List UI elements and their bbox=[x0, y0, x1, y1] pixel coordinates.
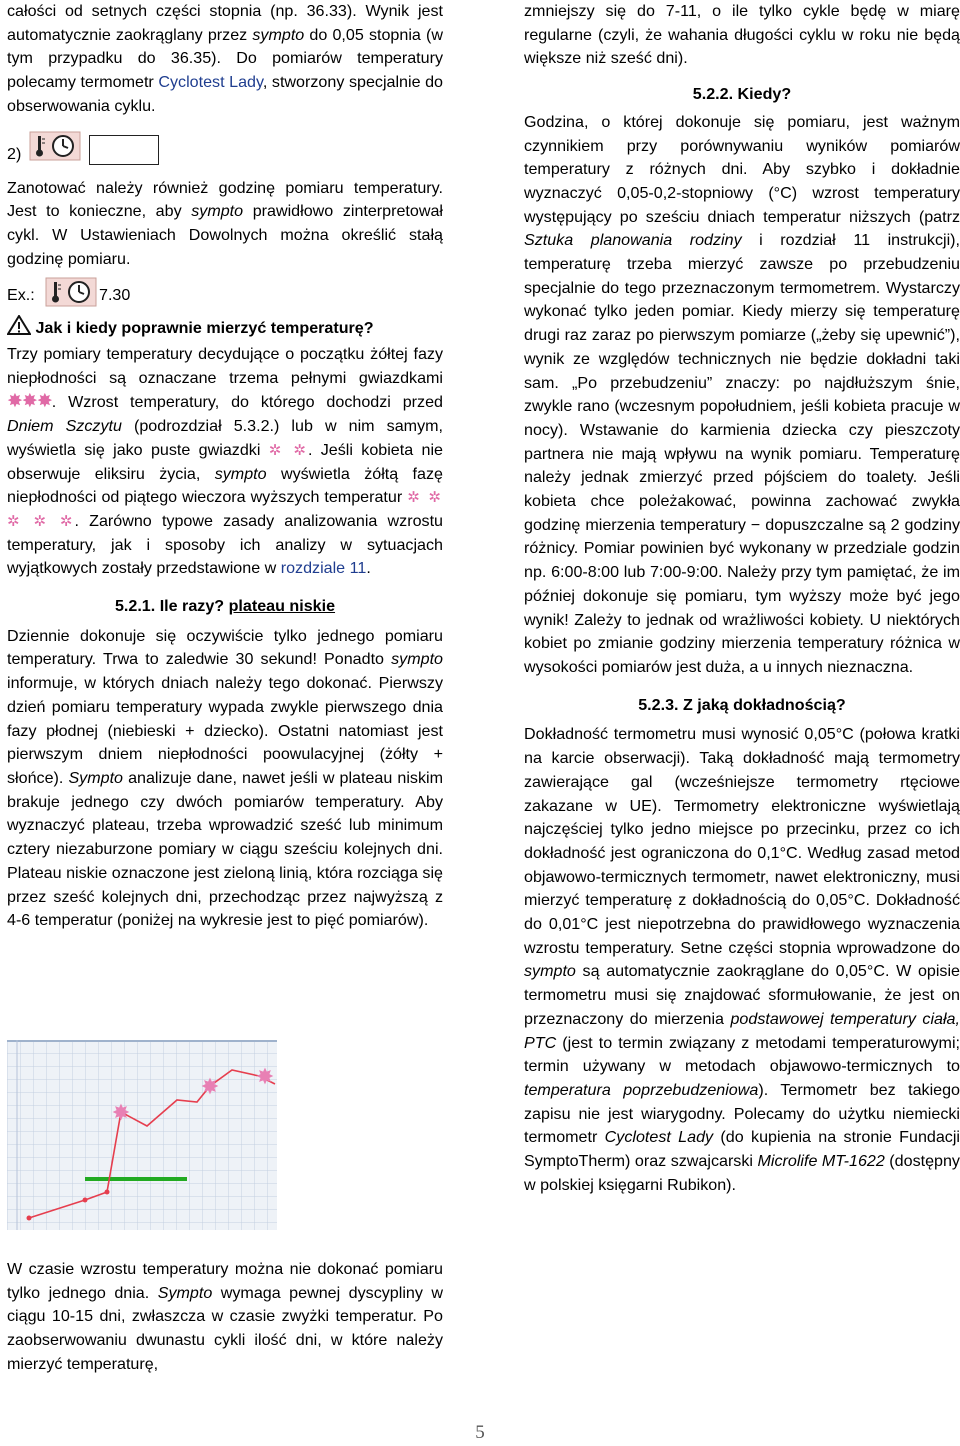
page-number: 5 bbox=[475, 1422, 485, 1443]
example-row bbox=[7, 277, 443, 313]
paragraph-when: Godzina, o której dokonuje się pomiaru, jest ważnym czynnikiem przy porównywaniu wyników pomiarów temperatury z różnych dni. Aby szybko i dokładnie wyznaczyć 0,05-0,2-stopniowy (°C) wzrost temperatury występujący po sześciu dniach temperatur niższych (patrz Sztuka planowania rodziny i rozdział 11 instrukcji), temperaturę trzeba mierzyć zawsze po przebudzeniu specjalnie do tego przeznaczonym termometrem. Wystarczy wykonać tylko jeden pomiar. Kiedy mierzy się temperaturę drugi raz zaraz po pierwszym pomiarze („żeby się upewnić”), wynik ze względów technicznych nie będzie dokładni taki sam. „Po przebudzeniu” znaczy: po najdłuższym śnie, zwykle rano (wczesnym popołudniem, jeśli kobieta pracuje w nocy). Wstawanie do karmienia dziecka czy pieszczoty partnera nie mają wpływu na wynik pomiaru. Temperaturę należy jednak zmierzyć przed pójściem do toalety. Jeśli kobieta chce poleżakować, powinna zachować zwykła godzinę mierzenia temperatury − dopuszczalne są 2 godziny różnicy. Pomiar powinien być wykonany w przedziale godzin np. 6:00-8:00 lub 7:00-9:00. Należy przy tym pamiętać, że im później dokonuje się pomiaru, tym wyższy może być jego wynik! Zależy to jednak od wrażliwości kobiety. U niektórych kobiet po zmianie godziny mierzenia temperatury różnica w wysokości pomiarów jest duża, a u innych nieznaczna. bbox=[524, 112, 960, 676]
full-stars-icon: ✸✸✸ bbox=[7, 391, 52, 413]
hollow-stars-icon: ✲ ✲ ✲ ✲ ✲ bbox=[7, 489, 443, 530]
thermometer-clock-icon bbox=[45, 277, 97, 315]
paragraph-accuracy: Dokładność termometru musi wynosić 0,05°C (połowa kratki na karcie obserwacji). Taką dokładność mają termometry zawierające gal (wcześniejsze termometry rtęciowe zakazane w UE). Termometry elektroniczne wyświetlają najczęściej tylko jedno miejsce po przecinku, przez co ich dokładność jest ograniczona do 0,1°C. Według zasad metod objawowo-termicznych termometr, nawet elektroniczny, musi mierzyć temperaturę z dokładnością do 0,05°C. Dokładność do 0,01°C jest niepotrzebna do prawidłowego wyznaczenia wzrostu temperatury. Setne części stopnia wprowadzone do sympto są automatycznie zaokrąglane do 0,05°C. W opisie termometru musi się znajdować sformułowanie, że jest on przeznaczony do mierzenia podstawowej temperatury ciała, PTC (jest to termin związany z metodami temperaturowymi; termin używany w metodach objawowo-termicznych to temperatura poprzebudzeniowa). Termometr bez takiego zapisu nie jest wiarygodny. Polecamy do użytku niemiecki termometr Cyclotest Lady (do kupienia na stronie Fundacji SymptoTherm) oraz szwajcarski Microlife MT-1622 (dostępny w polskiej księgarni Rubikon). bbox=[524, 725, 960, 1194]
chart-star-marker: ✸ bbox=[111, 1101, 131, 1126]
item-2-label: 2) bbox=[7, 144, 22, 163]
paragraph-stars: Trzy pomiary temperatury decydujące o początku żółtej fazy niepłodności są oznaczane trzema pełnymi gwiazdkami ✸✸✸. Wzrost temperatury, do którego dochodzi przed Dniem Szczytu (podrozdział 5.3.2.) lub w nim samym, wyświetla się jako puste gwiazdki ✲ ✲. Jeśli kobieta nie obserwuje eliksiru życia, sympto wyświetla żółtą fazę niepłodności od piątego wieczora wyższych temperatur ✲ ✲ ✲ ✲ ✲. Zarówno typowe zasady analizowania wzrostu temperatury, jak i sposoby ich analizy w sytuacjach wyjątkowych zostały przedstawione w rozdziale 11. bbox=[7, 345, 443, 578]
left-column-bottom bbox=[7, 1258, 443, 1377]
chart-star-marker: ✸ bbox=[255, 1065, 275, 1090]
paragraph-thermometer: całości od setnych części stopnia (np. 36.33). Wynik jest automatycznie zaokrąglany przez sympto do 0,05 stopnia (w tym przypadku do 36.35). Do pomiarów temperatury polecamy termometr Cyclotest Lady, stworzony specjalnie do obserwowania cyklu. bbox=[7, 2, 444, 115]
chapter-11-link[interactable]: rozdziale 11 bbox=[280, 559, 367, 578]
paragraph-time: Zanotować należy również godzinę pomiaru temperatury. Jest to konieczne, aby sympto prawidłowo zinterpretował cykl. W Ustawieniach Dowolnych można określić stałą godzinę pomiaru. bbox=[7, 178, 444, 268]
left-column bbox=[7, 0, 443, 933]
cyclotest-link[interactable]: Cyclotest Lady bbox=[158, 73, 263, 92]
thermometer-clock-icon bbox=[29, 131, 81, 169]
right-column bbox=[524, 0, 960, 1197]
heading-5-2-3: 5.2.3. Z jaką dokładnością? bbox=[638, 695, 846, 714]
example-time: 7.30 bbox=[99, 286, 131, 305]
time-input-box[interactable] bbox=[89, 135, 159, 165]
paragraph-measure-rise: W czasie wzrostu temperatury można nie dokonać pomiaru tylko jednego dnia. Sympto wymaga pewnej dyscypliny w ciągu 10-15 dni, zwłaszcza w czasie zwyżki temperatur. Po zaobserwowaniu dwunastu cykli ilość dni, w które należy mierzyć temperaturę, bbox=[7, 1260, 443, 1373]
example-label: Ex.: bbox=[7, 286, 35, 305]
temperature-chart bbox=[7, 1040, 277, 1230]
paragraph-how-often: Dziennie dokonuje się oczywiście tylko jednego pomiaru temperatury. Trwa to zaledwie 30 sekund! Ponadto sympto informuje, w których dniach należy tego dokonać. Pierwszy dzień pomiaru temperatury wypada zwykle pierwszego dnia fazy płodnej (niebieski + dziecko). Ostatni natomiast jest pierwszym dniem niepłodności poowulacyjnej (żółty + słońce). Sympto analizuje dane, nawet jeśli w plateau niskim brakuje jednego czy dwóch pomiarów temperatury. Aby wyznaczyć plateau, trzeba wprowadzić sześć lub minimum cztery niezaburzone pomiary w ciągu sześciu kolejnych dni. Plateau niskie oznaczone jest zieloną linią, która rozciąga się przez sześć kolejnych dni, przechodząc przez najwyższą z 4-6 temperatur (poniżej na wykresie jest to pięć pomiarów). bbox=[7, 626, 444, 930]
heading-5-2-2: 5.2.2. Kiedy? bbox=[692, 85, 792, 104]
item-2-row bbox=[7, 129, 443, 175]
chart-star-marker: ✸ bbox=[200, 1075, 220, 1100]
heading-5-2-1: 5.2.1. Ile razy? plateau niskie bbox=[114, 597, 336, 616]
warning-heading: Jak i kiedy poprawnie mierzyć temperaturę? bbox=[7, 315, 443, 343]
warning-icon bbox=[7, 315, 31, 343]
paragraph-cycles: zmniejszy się do 7-11, o ile tylko cykle będę w miarę regularne (czyli, że wahania długości cyklu w roku nie będą większe niż sześć dni). bbox=[524, 2, 960, 68]
hollow-stars-icon: ✲ ✲ bbox=[268, 441, 308, 459]
